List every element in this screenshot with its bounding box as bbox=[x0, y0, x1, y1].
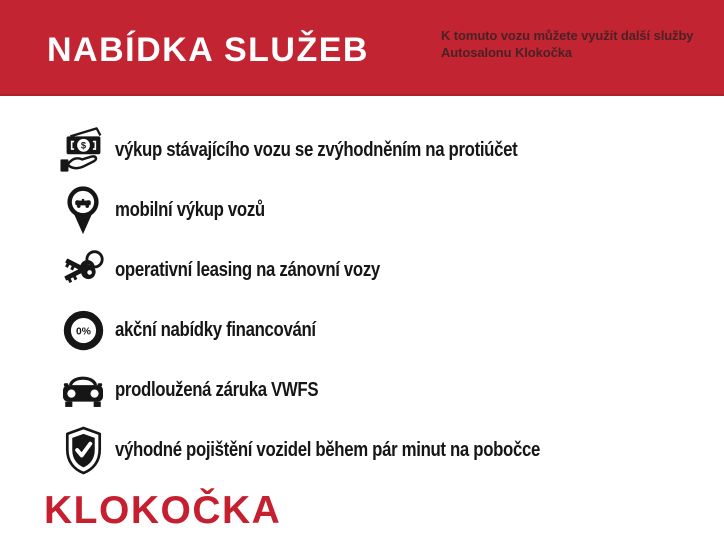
page-title: NABÍDKA SLUŽEB bbox=[47, 31, 369, 69]
header-subtitle-line2: Autosalonu Klokočka bbox=[441, 45, 573, 60]
service-item-mobilni-vykup bbox=[59, 180, 699, 240]
service-item-pojisteni bbox=[59, 420, 699, 480]
cash-in-hand-icon bbox=[59, 121, 107, 179]
car-keys-icon bbox=[59, 241, 107, 299]
map-pin-car-icon bbox=[59, 181, 107, 239]
zero-percent-icon bbox=[59, 301, 107, 359]
svg-text:$: $ bbox=[80, 139, 86, 151]
service-label: výkup stávajícího vozu se zvýhodněním na protiúčet bbox=[115, 138, 518, 161]
services-list bbox=[59, 120, 699, 480]
service-item-zaruka bbox=[59, 360, 699, 420]
service-item-leasing bbox=[59, 240, 699, 300]
header-band bbox=[0, 0, 724, 96]
zero-percent-label: 0% bbox=[75, 325, 91, 337]
header-subtitle-line1: K tomuto vozu můžete využít další služby bbox=[441, 28, 694, 43]
service-label: operativní leasing na zánovní vozy bbox=[115, 258, 380, 281]
service-item-vykup bbox=[59, 120, 699, 180]
service-label: prodloužená záruka VWFS bbox=[115, 378, 319, 401]
klokocka-logo: KLOKOČKA bbox=[44, 489, 282, 532]
header-subtitle bbox=[441, 27, 693, 61]
service-label: výhodné pojištění vozidel během pár minut na pobočce bbox=[115, 438, 541, 461]
service-label: mobilní výkup vozů bbox=[115, 198, 265, 221]
shield-check-icon bbox=[59, 421, 107, 479]
service-item-financovani bbox=[59, 300, 699, 360]
service-label: akční nabídky financování bbox=[115, 318, 316, 341]
car-icon bbox=[59, 361, 107, 419]
